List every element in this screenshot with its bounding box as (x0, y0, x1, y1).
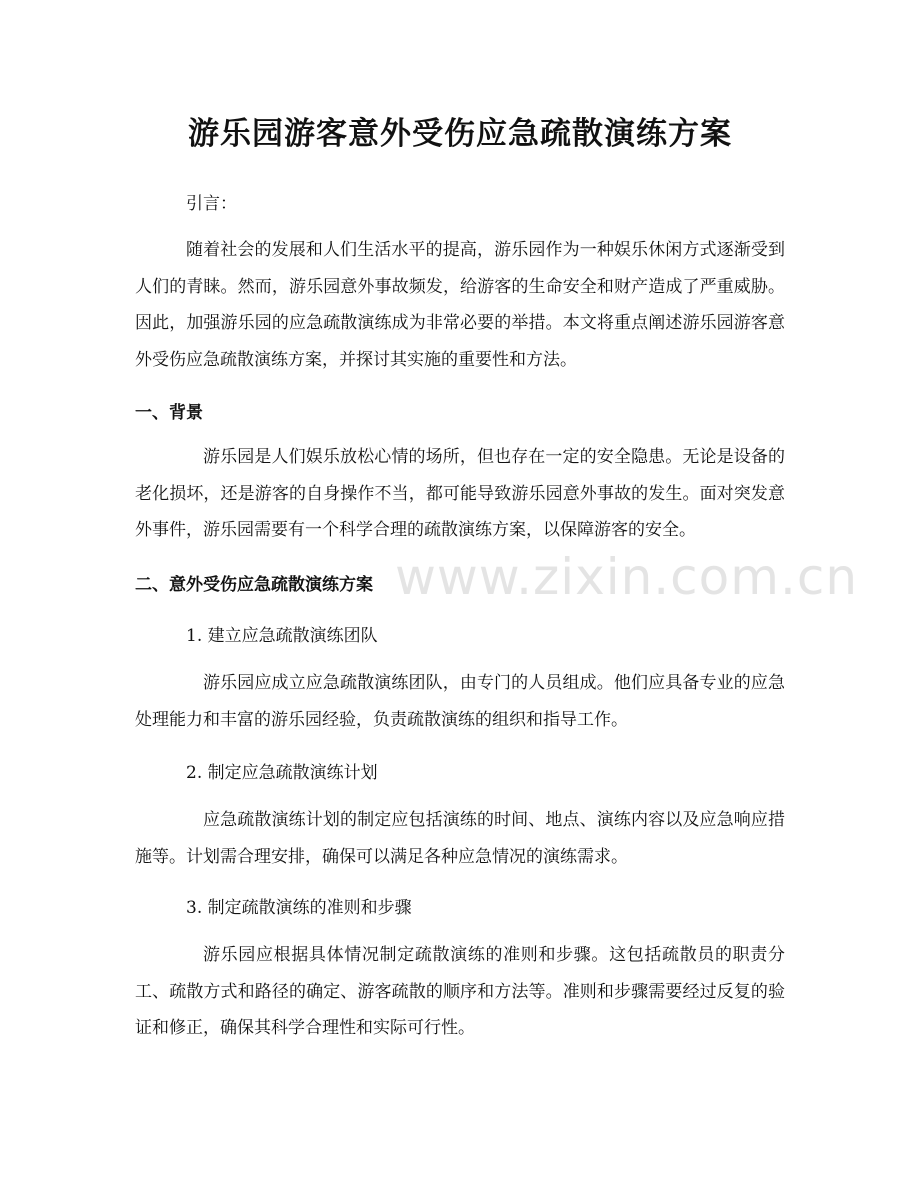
item3-paragraph: 游乐园应根据具体情况制定疏散演练的准则和步骤。这包括疏散员的职责分工、疏散方式和路径的确定、游客疏散的顺序和方法等。准则和步骤需要经过反复的验证和修正，确保其科学合理性和实际可行性。 (135, 945, 785, 1038)
item1-paragraph: 游乐园应成立应急疏散演练团队，由专门的人员组成。他们应具备专业的应急处理能力和丰富的游乐园经验，负责疏散演练的组织和指导工作。 (135, 673, 785, 730)
section2-heading: 二、意外受伤应急疏散演练方案 (135, 575, 373, 595)
document-title: 游乐园游客意外受伤应急疏散演练方案 (188, 116, 732, 152)
item2-paragraph: 应急疏散演练计划的制定应包括演练的时间、地点、演练内容以及应急响应措施等。计划需合理安排，确保可以满足各种应急情况的演练需求。 (135, 810, 785, 867)
intro-label: 引言： (186, 194, 237, 214)
item2-title: 2. 制定应急疏散演练计划 (186, 763, 378, 783)
item1-title: 1. 建立应急疏散演练团队 (186, 626, 378, 646)
item3-title: 3. 制定疏散演练的准则和步骤 (186, 898, 412, 918)
watermark: www.zixin.com.cn (395, 548, 859, 606)
section1-heading: 一、背景 (135, 403, 203, 423)
intro-paragraph: 随着社会的发展和人们生活水平的提高，游乐园作为一种娱乐休闲方式逐渐受到人们的青睐。然而，游乐园意外事故频发，给游客的生命安全和财产造成了严重威胁。因此，加强游乐园的应急疏散演练成为非常必要的举措。本文将重点阐述游乐园游客意外受伤应急疏散演练方案，并探讨其实施的重要性和方法。 (135, 240, 785, 370)
section1-paragraph: 游乐园是人们娱乐放松心情的场所，但也存在一定的安全隐患。无论是设备的老化损坏，还是游客的自身操作不当，都可能导致游乐园意外事故的发生。面对突发意外事件，游乐园需要有一个科学合理的疏散演练方案，以保障游客的安全。 (135, 447, 785, 540)
